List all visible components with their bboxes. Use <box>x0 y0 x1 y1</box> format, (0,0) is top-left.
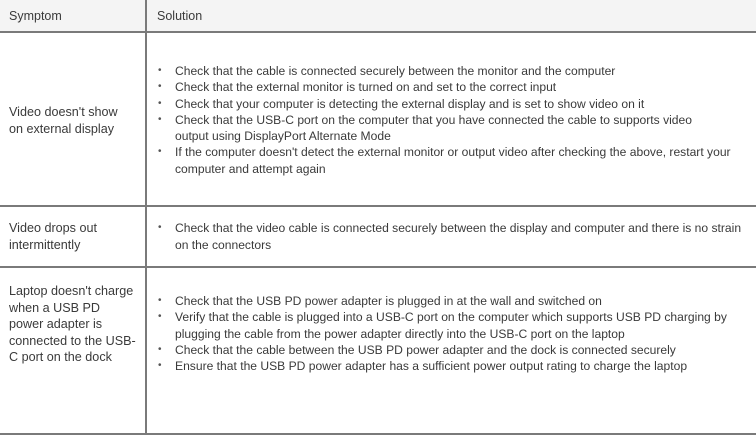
table-header-row <box>0 0 756 33</box>
solution-item: • Check that the USB PD power adapter is plugged in at the wall and switched on <box>158 294 602 308</box>
bullet-icon: • <box>158 360 162 372</box>
solution-cell <box>147 207 756 266</box>
header-symptom: Symptom <box>0 0 147 31</box>
symptom-cell <box>0 207 147 266</box>
solution-cell <box>147 33 756 205</box>
solution-list <box>157 293 750 374</box>
symptom-cell <box>0 33 147 205</box>
solution-item: • Check that the cable is connected securely between the monitor and the computer <box>158 63 616 78</box>
bullet-icon: • <box>158 97 162 109</box>
header-solution: Solution <box>157 8 203 23</box>
solution-item: • If the computer doesn't detect the external monitor or output video after checking the above, restart your computer and attempt again <box>158 145 731 176</box>
solution-item: • Check that the USB-C port on the computer that you have connected the cable to supports video output using DisplayPort Alternate Mode <box>158 112 692 144</box>
bullet-icon: • <box>158 295 162 306</box>
table-row <box>0 207 756 268</box>
bullet-icon: • <box>158 64 162 76</box>
solution-item: • Ensure that the USB PD power adapter has a sufficient power output rating to charge the laptop <box>158 359 688 374</box>
bullet-icon: • <box>158 311 162 323</box>
solution-list <box>157 220 755 253</box>
symptom-cell <box>0 268 147 433</box>
bullet-icon: • <box>158 146 162 158</box>
symptom-text: Video doesn't show on external display <box>9 105 118 136</box>
table-row <box>0 33 756 207</box>
bullet-icon: • <box>158 343 162 355</box>
solution-item: • Verify that the cable is plugged into a USB-C port on the computer which supports USB PD charging by plugging the cable from the power adapter directly into the USB-C port on the laptop <box>158 310 727 341</box>
bullet-icon: • <box>158 222 162 234</box>
solution-cell <box>147 268 756 433</box>
solution-item: • Check that the external monitor is turned on and set to the correct input <box>158 80 557 95</box>
bullet-icon: • <box>158 81 162 93</box>
symptom-text: Video drops out intermittently <box>9 221 97 252</box>
solution-item: • Check that the video cable is connected securely between the display and computer and there is no strain on the connectors <box>158 221 742 252</box>
solution-list <box>157 63 735 177</box>
solution-item: • Check that your computer is detecting the external display and is set to show video on it <box>158 96 645 111</box>
symptom-text: Laptop doesn't charge when a USB PD power adapter is connected to the USB-C port on the dock <box>9 284 136 364</box>
table-row <box>0 268 756 435</box>
bullet-icon: • <box>158 113 162 125</box>
solution-item: • Check that the cable between the USB PD power adapter and the dock is connected securely <box>158 342 676 357</box>
